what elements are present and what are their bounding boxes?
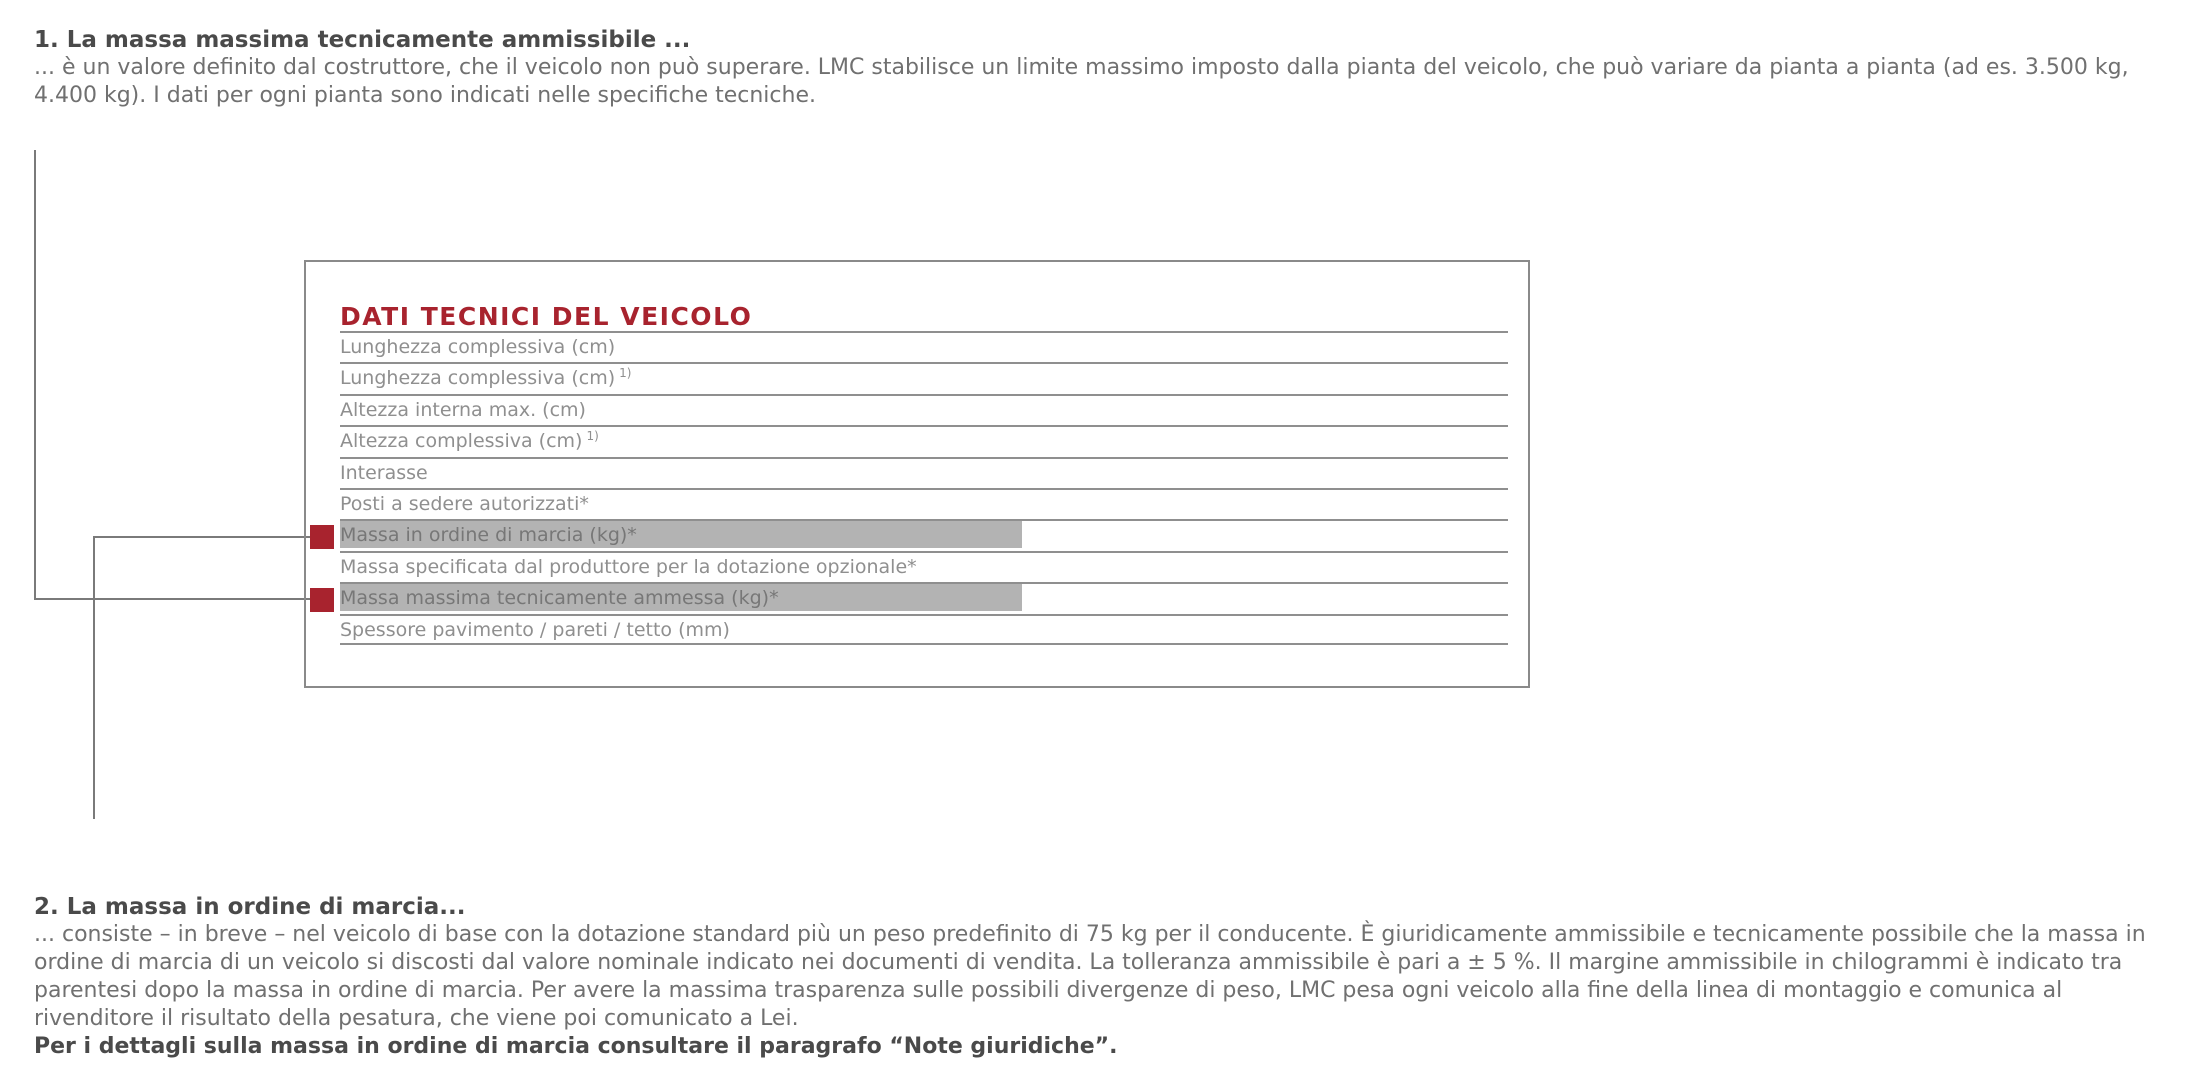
spec-row-text: Massa massima tecnicamente ammessa (kg)* [340,587,779,609]
spec-row-label [340,335,615,359]
connector-line-running-mass-vertical [93,536,95,819]
spec-row-text: Spessore pavimento / pareti / tetto (mm) [340,619,730,641]
spec-row-label [340,555,917,579]
spec-row-text: Posti a sedere autorizzati* [340,493,589,515]
spec-row-label [340,492,589,516]
spec-row-label [340,461,428,485]
spec-row [340,394,1508,425]
spec-row-text: Interasse [340,462,428,484]
spec-row [340,457,1508,488]
section-2-body [34,921,2184,1061]
spec-row-label [340,398,586,422]
spec-row-label [340,523,637,547]
spec-row-text: Altezza complessiva (cm) [340,430,583,452]
connector-line-max-mass-vertical [34,150,36,600]
section-2-body-text: ... consiste – in breve – nel veicolo di base con la dotazione standard più un peso predefinito di 75 kg per il conducente. È giuridicamente ammissibile e tecnicamente possibile che la massa in ordine di marcia di un veicolo si discosti dal valore nominale indicato nei documenti di vendita. La tolleranza ammissibile è pari a ± 5 %. Il margine ammissibile in chilogrammi è indicato tra parentesi dopo la massa in ordine di marcia. Per avere la massima trasparenza sulle possibili divergenze di peso, LMC pesa ogni veicolo alla fine della linea di montaggio e comunica al rivenditore il risultato della pesatura, che viene poi comunicato a Lei. [34,922,2146,1031]
spec-row-footnote: 1) [586,428,599,443]
spec-row-text: Altezza interna max. (cm) [340,399,586,421]
spec-row-label [340,366,631,390]
spec-row [340,614,1508,645]
spec-row-label [340,586,779,610]
spec-row [340,582,1508,613]
section-1-body: ... è un valore definito dal costruttore, che il veicolo non può superare. LMC stabilisce un limite massimo imposto dalla pianta del veicolo, che può variare da pianta a pianta (ad es. 3.500 kg, 4.400 kg). I dati per ogni pianta sono indicati nelle specifiche tecniche. [34,55,2129,108]
spec-row-footnote: 1) [619,365,632,380]
connector-line-running-mass-horizontal [93,536,310,538]
spec-row [340,331,1508,362]
section-2-heading: 2. La massa in ordine di marcia... [34,894,466,920]
spec-row-label [340,429,599,453]
spec-row-text: Massa specificata dal produttore per la dotazione opzionale* [340,556,917,578]
spec-row [340,488,1508,519]
spec-row-label [340,618,730,642]
spec-row-text: Lunghezza complessiva (cm) [340,367,616,389]
spec-row-text: Massa in ordine di marcia (kg)* [340,524,637,546]
section-2-note: Per i dettagli sulla massa in ordine di marcia consultare il paragrafo “Note giuridiche”. [34,1034,1118,1059]
spec-row [340,425,1508,456]
spec-row [340,519,1508,550]
spec-table-title: DATI TECNICI DEL VEICOLO [340,302,753,331]
spec-row [340,551,1508,582]
vehicle-spec-table [304,260,1530,688]
spec-row-text: Lunghezza complessiva (cm) [340,336,616,358]
spec-row [340,362,1508,393]
connector-line-max-mass-horizontal [34,598,310,600]
section-1-heading: 1. La massa massima tecnicamente ammissibile ... [34,27,691,53]
